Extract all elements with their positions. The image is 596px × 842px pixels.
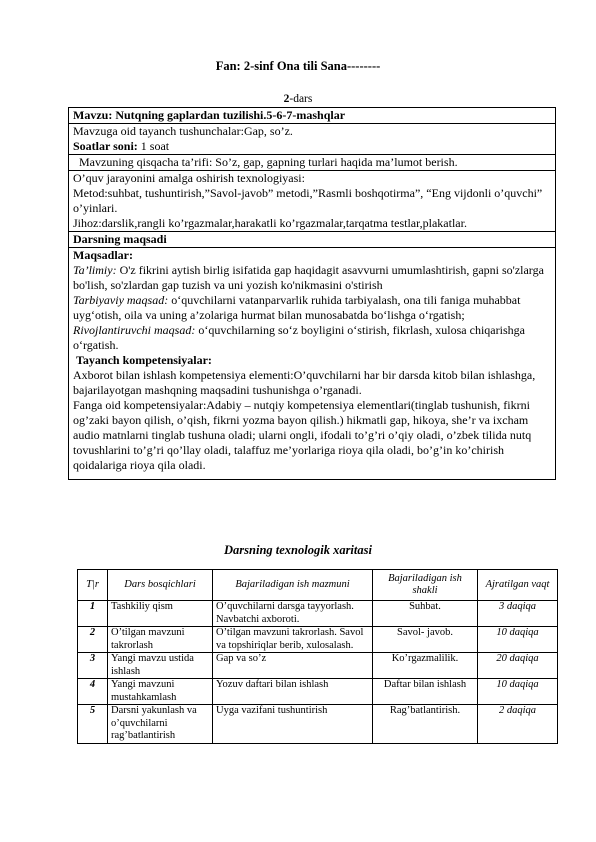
- lesson-row-tayanch: [69, 124, 556, 155]
- lesson-row-qisqacha: [69, 155, 556, 171]
- row-content: Gap va so’z: [213, 653, 373, 679]
- table-row: [78, 653, 558, 679]
- table-row: [78, 627, 558, 653]
- lesson-technology-cell: [69, 171, 556, 232]
- lesson-goals-cell: [69, 248, 556, 480]
- page-title: Fan: 2-sinf Ona tili Sana--------: [215, 59, 381, 73]
- row-time: 20 daqiqa: [478, 653, 558, 679]
- row-time: 10 daqiqa: [478, 679, 558, 705]
- column-header-form: Bajariladigan ish shakli: [373, 570, 478, 601]
- row-content: Uyga vazifani tushuntirish: [213, 705, 373, 744]
- tech-map-table: [77, 569, 558, 744]
- row-number: 5: [78, 705, 108, 744]
- column-header-content: Bajariladigan ish mazmuni: [213, 570, 373, 601]
- competency-subject: Fanga oid kompetensiyalar:Adabiy – nutqiy kompetensiya elementlari(tinglab tushunish, fikrni og’zaki bayon qilish, o’qish, fikrni yozma bayon qilish.) hikmatli gap, hikoya, she’r va ixcham audio matnlarni tinglab tushuna oladi; ularni ongli, ifodali to’g’ri o’qiy oladi, o’zbek tilida nutq tovushlarini to’g’ri qo’llay oladi, talaffuz me’yorlariga rioya qila oladi, bo’g’in ko’chirish qoidalariga rioya qila oladi.: [73, 398, 532, 472]
- row-stage: O’tilgan mavzuni takrorlash: [108, 627, 213, 653]
- lesson-tayanch-cell: [69, 124, 556, 155]
- column-header-time: Ajratilgan vaqt: [478, 570, 558, 601]
- tech-map-header-row: [78, 570, 558, 601]
- column-header-number: T|r: [78, 570, 108, 601]
- goal-educational-text: O'z fikrini aytish birlig isifatida gap haqidagit asavvurni umumlashtirish, gapni so'zlarga bo'lish, so'zlardan gap tuzish va uni yozish ko'nikmasini o'stirish: [73, 263, 544, 292]
- row-number: 4: [78, 679, 108, 705]
- lesson-info-table: [68, 107, 556, 480]
- lesson-process: O’quv jarayonini amalga oshirish texnologiyasi:: [73, 171, 305, 185]
- table-row: [78, 679, 558, 705]
- competency-information: Axborot bilan ishlash kompetensiya elementi:O’quvchilarni har bir darsda kitob bilan ishlashga, bajarilayotgan mashqning maqsadini tushunishga o’rganadi.: [73, 368, 536, 397]
- goals-heading: Maqsadlar:: [73, 248, 133, 262]
- lesson-number-value: 2: [283, 93, 290, 105]
- row-form: Rag’batlantirish.: [373, 705, 478, 744]
- row-time: 3 daqiqa: [478, 601, 558, 627]
- lesson-hours-label: Soatlar soni:: [73, 139, 138, 153]
- row-stage: Yangi mavzuni mustahkamlash: [108, 679, 213, 705]
- row-content: Yozuv daftari bilan ishlash: [213, 679, 373, 705]
- column-header-stage: Dars bosqichlari: [108, 570, 213, 601]
- lesson-summary: Mavzuning qisqacha ta’rifi: So’z, gap, gapning turlari haqida ma’lumot berish.: [69, 155, 556, 171]
- goal-developmental: [73, 323, 551, 353]
- goal-developmental-label: Rivojlantiruvchi maqsad:: [73, 323, 196, 337]
- row-stage: Darsni yakunlash va o’quvchilarni rag’batlantirish: [108, 705, 213, 744]
- lesson-key-concepts: Mavzuga oid tayanch tushunchalar:Gap, so’z.: [73, 124, 293, 138]
- goal-upbringing: [73, 293, 551, 323]
- row-form: Savol- javob.: [373, 627, 478, 653]
- row-number: 3: [78, 653, 108, 679]
- lesson-goal-heading: Darsning maqsadi: [69, 232, 556, 248]
- row-form: Suhbat.: [373, 601, 478, 627]
- goal-educational: [73, 263, 551, 293]
- row-content: O’tilgan mavzuni takrorlash. Savol va topshiriqlar berib, xulosalash.: [213, 627, 373, 653]
- lesson-row-maqsadi: [69, 232, 556, 248]
- row-stage: Yangi mavzu ustida ishlash: [108, 653, 213, 679]
- lesson-number: [0, 93, 596, 105]
- row-time: 2 daqiqa: [478, 705, 558, 744]
- goal-upbringing-text: o‘quvchilarni vatanparvarlik ruhida tarbiyalash, ona tili faniga muhabbat uyg‘otish, oila va uning a’zolariga hurmat bilan munosabatda bo‘lishga o‘rgatish;: [73, 293, 521, 322]
- table-row: [78, 601, 558, 627]
- goal-upbringing-label: Tarbiyaviy maqsad:: [73, 293, 169, 307]
- lesson-row-maqsadlar: [69, 248, 556, 480]
- goal-educational-label: Ta’limiy:: [73, 263, 117, 277]
- tech-map-title: Darsning texnologik xaritasi: [224, 543, 372, 557]
- competencies-heading: Tayanch kompetensiyalar:: [76, 353, 212, 367]
- lesson-methods: Metod:suhbat, tushuntirish,”Savol-javob” metodi,”Rasmli boshqotirma”, “Eng vijdonli o’quvchi” o’yinlari.: [73, 186, 543, 215]
- row-stage: Tashkiliy qism: [108, 601, 213, 627]
- lesson-equipment: Jihoz:darslik,rangli ko’rgazmalar,harakatli ko’rgazmalar,tarqatma testlar,plakatlar.: [73, 216, 467, 230]
- goal-developmental-text: o‘quvchilarning so‘z boyligini o‘stirish, fikrlash, xulosa chiqarishga o‘rgatish.: [73, 323, 525, 352]
- lesson-hours: [73, 139, 551, 154]
- lesson-row-mavzu: [69, 108, 556, 124]
- lesson-topic: Mavzu: Nutqning gaplardan tuzilishi.5-6-7-mashqlar: [69, 108, 556, 124]
- lesson-hours-value: 1 soat: [137, 139, 170, 153]
- row-number: 1: [78, 601, 108, 627]
- table-row: [78, 705, 558, 744]
- lesson-row-texnologiya: [69, 171, 556, 232]
- row-content: O’quvchilarni darsga tayyorlash. Navbatchi axboroti.: [213, 601, 373, 627]
- row-form: Daftar bilan ishlash: [373, 679, 478, 705]
- row-time: 10 daqiqa: [478, 627, 558, 653]
- row-number: 2: [78, 627, 108, 653]
- row-form: Ko’rgazmalilik.: [373, 653, 478, 679]
- lesson-number-suffix: -dars: [289, 93, 313, 105]
